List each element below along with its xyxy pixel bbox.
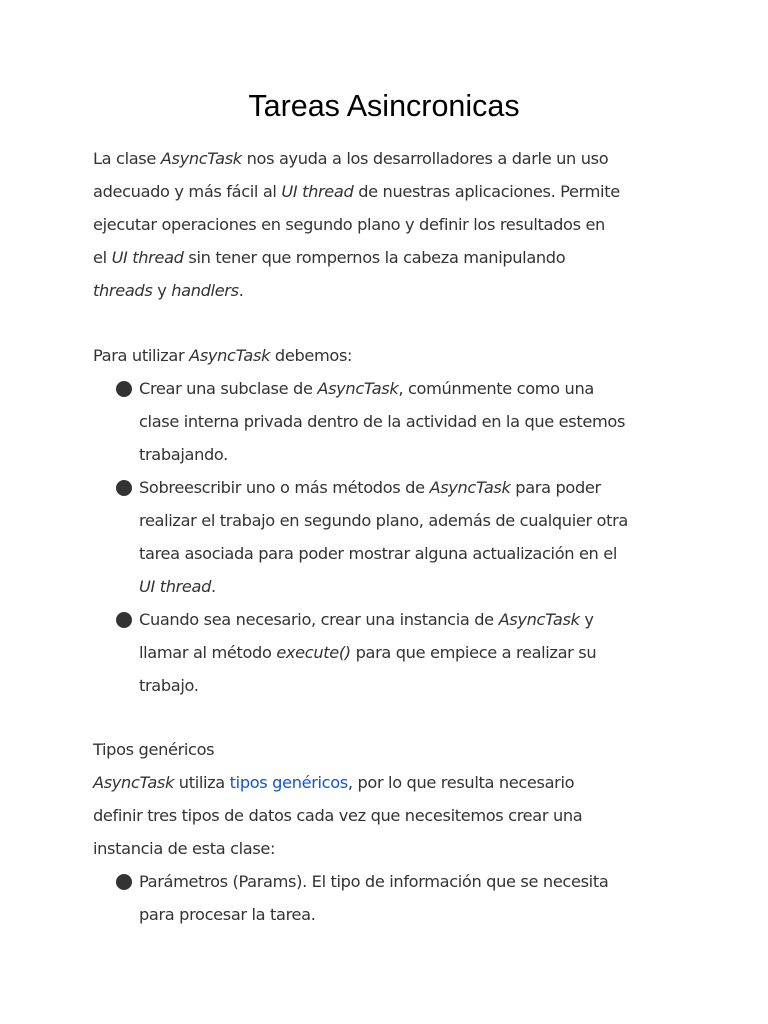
text-run-italic: threads xyxy=(93,281,153,300)
bullet-line xyxy=(139,570,716,603)
bullet-line: clase interna privada dentro de la actividad en la que estemos xyxy=(139,412,626,431)
text-run: utiliza xyxy=(174,773,230,792)
intro-paragraph xyxy=(93,142,693,307)
generics-line-2: definir tres tipos de datos cada vez que necesitemos crear una xyxy=(93,806,583,825)
text-run-italic: handlers xyxy=(171,281,239,300)
text-run-italic: AsyncTask xyxy=(317,379,399,398)
bullet-line xyxy=(139,636,716,669)
bullet-dot-icon xyxy=(116,874,132,890)
text-run: adecuado y más fácil al xyxy=(93,182,282,201)
text-run-italic: AsyncTask xyxy=(498,610,580,629)
text-run-italic: AsyncTask xyxy=(189,346,271,365)
usage-paragraph xyxy=(93,339,693,372)
text-run-italic: UI thread xyxy=(281,182,354,201)
bullet-dot-icon xyxy=(116,612,132,628)
text-run: , por lo que resulta necesario xyxy=(347,773,575,792)
intro-line-1 xyxy=(93,142,693,175)
text-run: , comúnmente como una xyxy=(398,379,594,398)
text-run: y xyxy=(579,610,594,629)
text-run-italic: execute() xyxy=(276,643,351,662)
list-item xyxy=(116,471,716,603)
text-run: nos ayuda a los desarrolladores a darle un uso xyxy=(241,149,609,168)
document-title: Tareas Asincronicas xyxy=(248,89,520,123)
generics-heading: Tipos genéricos xyxy=(93,740,215,759)
text-run-italic: AsyncTask xyxy=(93,773,175,792)
text-run-italic: AsyncTask xyxy=(429,478,511,497)
text-run: llamar al método xyxy=(139,643,277,662)
bullet-line: Parámetros (Params). El tipo de información que se necesita xyxy=(139,872,609,891)
bullet-line xyxy=(139,471,716,504)
bullet-dot-icon xyxy=(116,381,132,397)
text-run: para que empiece a realizar su xyxy=(350,643,597,662)
bullet-line: trabajando. xyxy=(139,445,228,464)
bullet-line: para procesar la tarea. xyxy=(139,905,316,924)
usage-line-1 xyxy=(93,339,693,372)
text-run: debemos: xyxy=(270,346,353,365)
text-run: Crear una subclase de xyxy=(139,379,318,398)
text-run: Cuando sea necesario, crear una instancia de xyxy=(139,610,499,629)
bullet-line: tarea asociada para poder mostrar alguna actualización en el xyxy=(139,544,618,563)
intro-line-3: ejecutar operaciones en segundo plano y definir los resultados en xyxy=(93,215,605,234)
text-run-italic: UI thread xyxy=(111,248,184,267)
text-run: La clase xyxy=(93,149,161,168)
text-run: Sobreescribir uno o más métodos de xyxy=(139,478,430,497)
generics-line-1 xyxy=(93,766,693,799)
text-run: y xyxy=(152,281,172,300)
text-run: el xyxy=(93,248,112,267)
text-run: para poder xyxy=(510,478,601,497)
text-run-italic: UI thread xyxy=(139,577,212,596)
intro-line-5 xyxy=(93,274,693,307)
bullet-line: realizar el trabajo en segundo plano, además de cualquier otra xyxy=(139,511,628,530)
bullet-line xyxy=(139,372,716,405)
text-run: Para utilizar xyxy=(93,346,190,365)
text-run: . xyxy=(211,577,216,596)
generics-bullet-list xyxy=(116,865,716,931)
text-run: sin tener que rompernos la cabeza manipulando xyxy=(183,248,566,267)
usage-bullet-list xyxy=(116,372,716,702)
bullet-line: trabajo. xyxy=(139,676,199,695)
generics-line-3: instancia de esta clase: xyxy=(93,839,276,858)
list-item xyxy=(116,865,716,931)
text-run-italic: AsyncTask xyxy=(160,149,242,168)
tipos-genericos-link[interactable]: tipos genéricos xyxy=(229,773,348,792)
intro-line-4 xyxy=(93,241,693,274)
list-item xyxy=(116,372,716,471)
bullet-dot-icon xyxy=(116,480,132,496)
text-run: de nuestras aplicaciones. Permite xyxy=(353,182,620,201)
intro-line-2 xyxy=(93,175,693,208)
bullet-line xyxy=(139,603,716,636)
text-run: . xyxy=(238,281,244,300)
list-item xyxy=(116,603,716,702)
generics-paragraph xyxy=(93,733,693,865)
